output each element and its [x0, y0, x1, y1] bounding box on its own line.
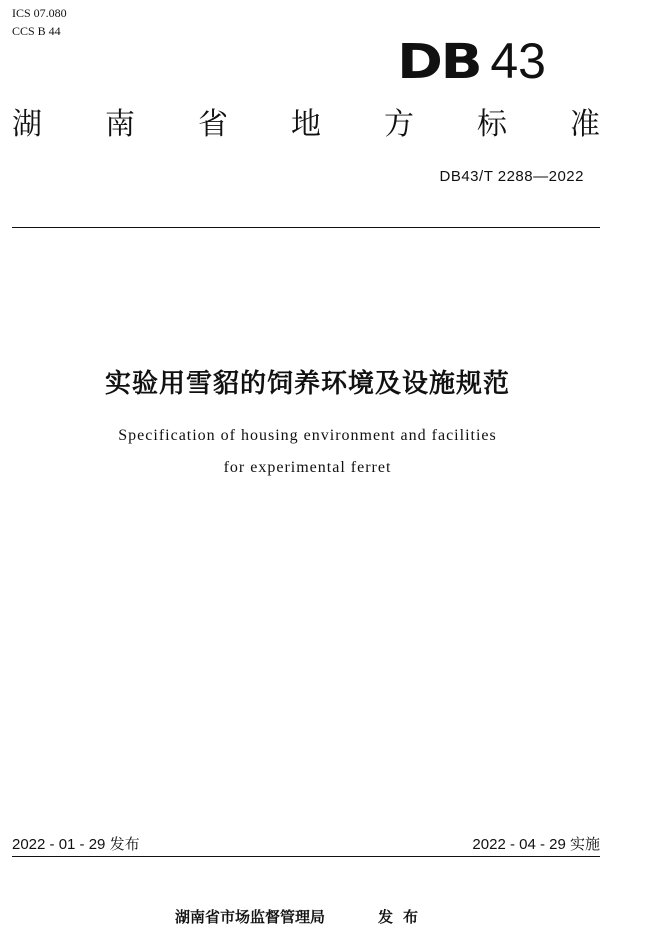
- org-standard-title: [12, 105, 600, 145]
- org-title-char: 省: [198, 107, 228, 142]
- org-title-char: 标: [477, 107, 507, 142]
- document-title-en-line1: Specification of housing environment and facilities: [118, 427, 497, 444]
- document-title-cn: 实验用雪貂的饲养环境及设施规范: [104, 369, 510, 399]
- db43-logo: [397, 32, 546, 90]
- issue-action: 发布: [378, 908, 429, 926]
- ics-ccs-codes: [12, 4, 67, 40]
- issuing-authority: 湖南省市场监督管理局: [175, 908, 326, 926]
- ics-code: ICS 07.080: [12, 6, 67, 20]
- logo-db-text: DB: [397, 34, 481, 90]
- bottom-divider: [12, 856, 600, 857]
- org-title-char: 湖: [12, 107, 42, 142]
- document-title-en-line2: for experimental ferret: [223, 459, 392, 476]
- implement-date: 2022 - 04 - 29 实施: [472, 836, 600, 853]
- standard-code: DB43/T 2288—2022: [439, 168, 584, 185]
- org-title-char: 准: [570, 107, 600, 142]
- issue-date: 2022 - 01 - 29 发布: [12, 836, 140, 853]
- org-title-char: 方: [384, 107, 414, 142]
- ccs-code: CCS B 44: [12, 24, 61, 38]
- logo-number: 43: [490, 33, 546, 89]
- org-title-char: 南: [105, 107, 135, 142]
- org-title-char: 地: [291, 107, 321, 142]
- top-divider: [12, 227, 600, 228]
